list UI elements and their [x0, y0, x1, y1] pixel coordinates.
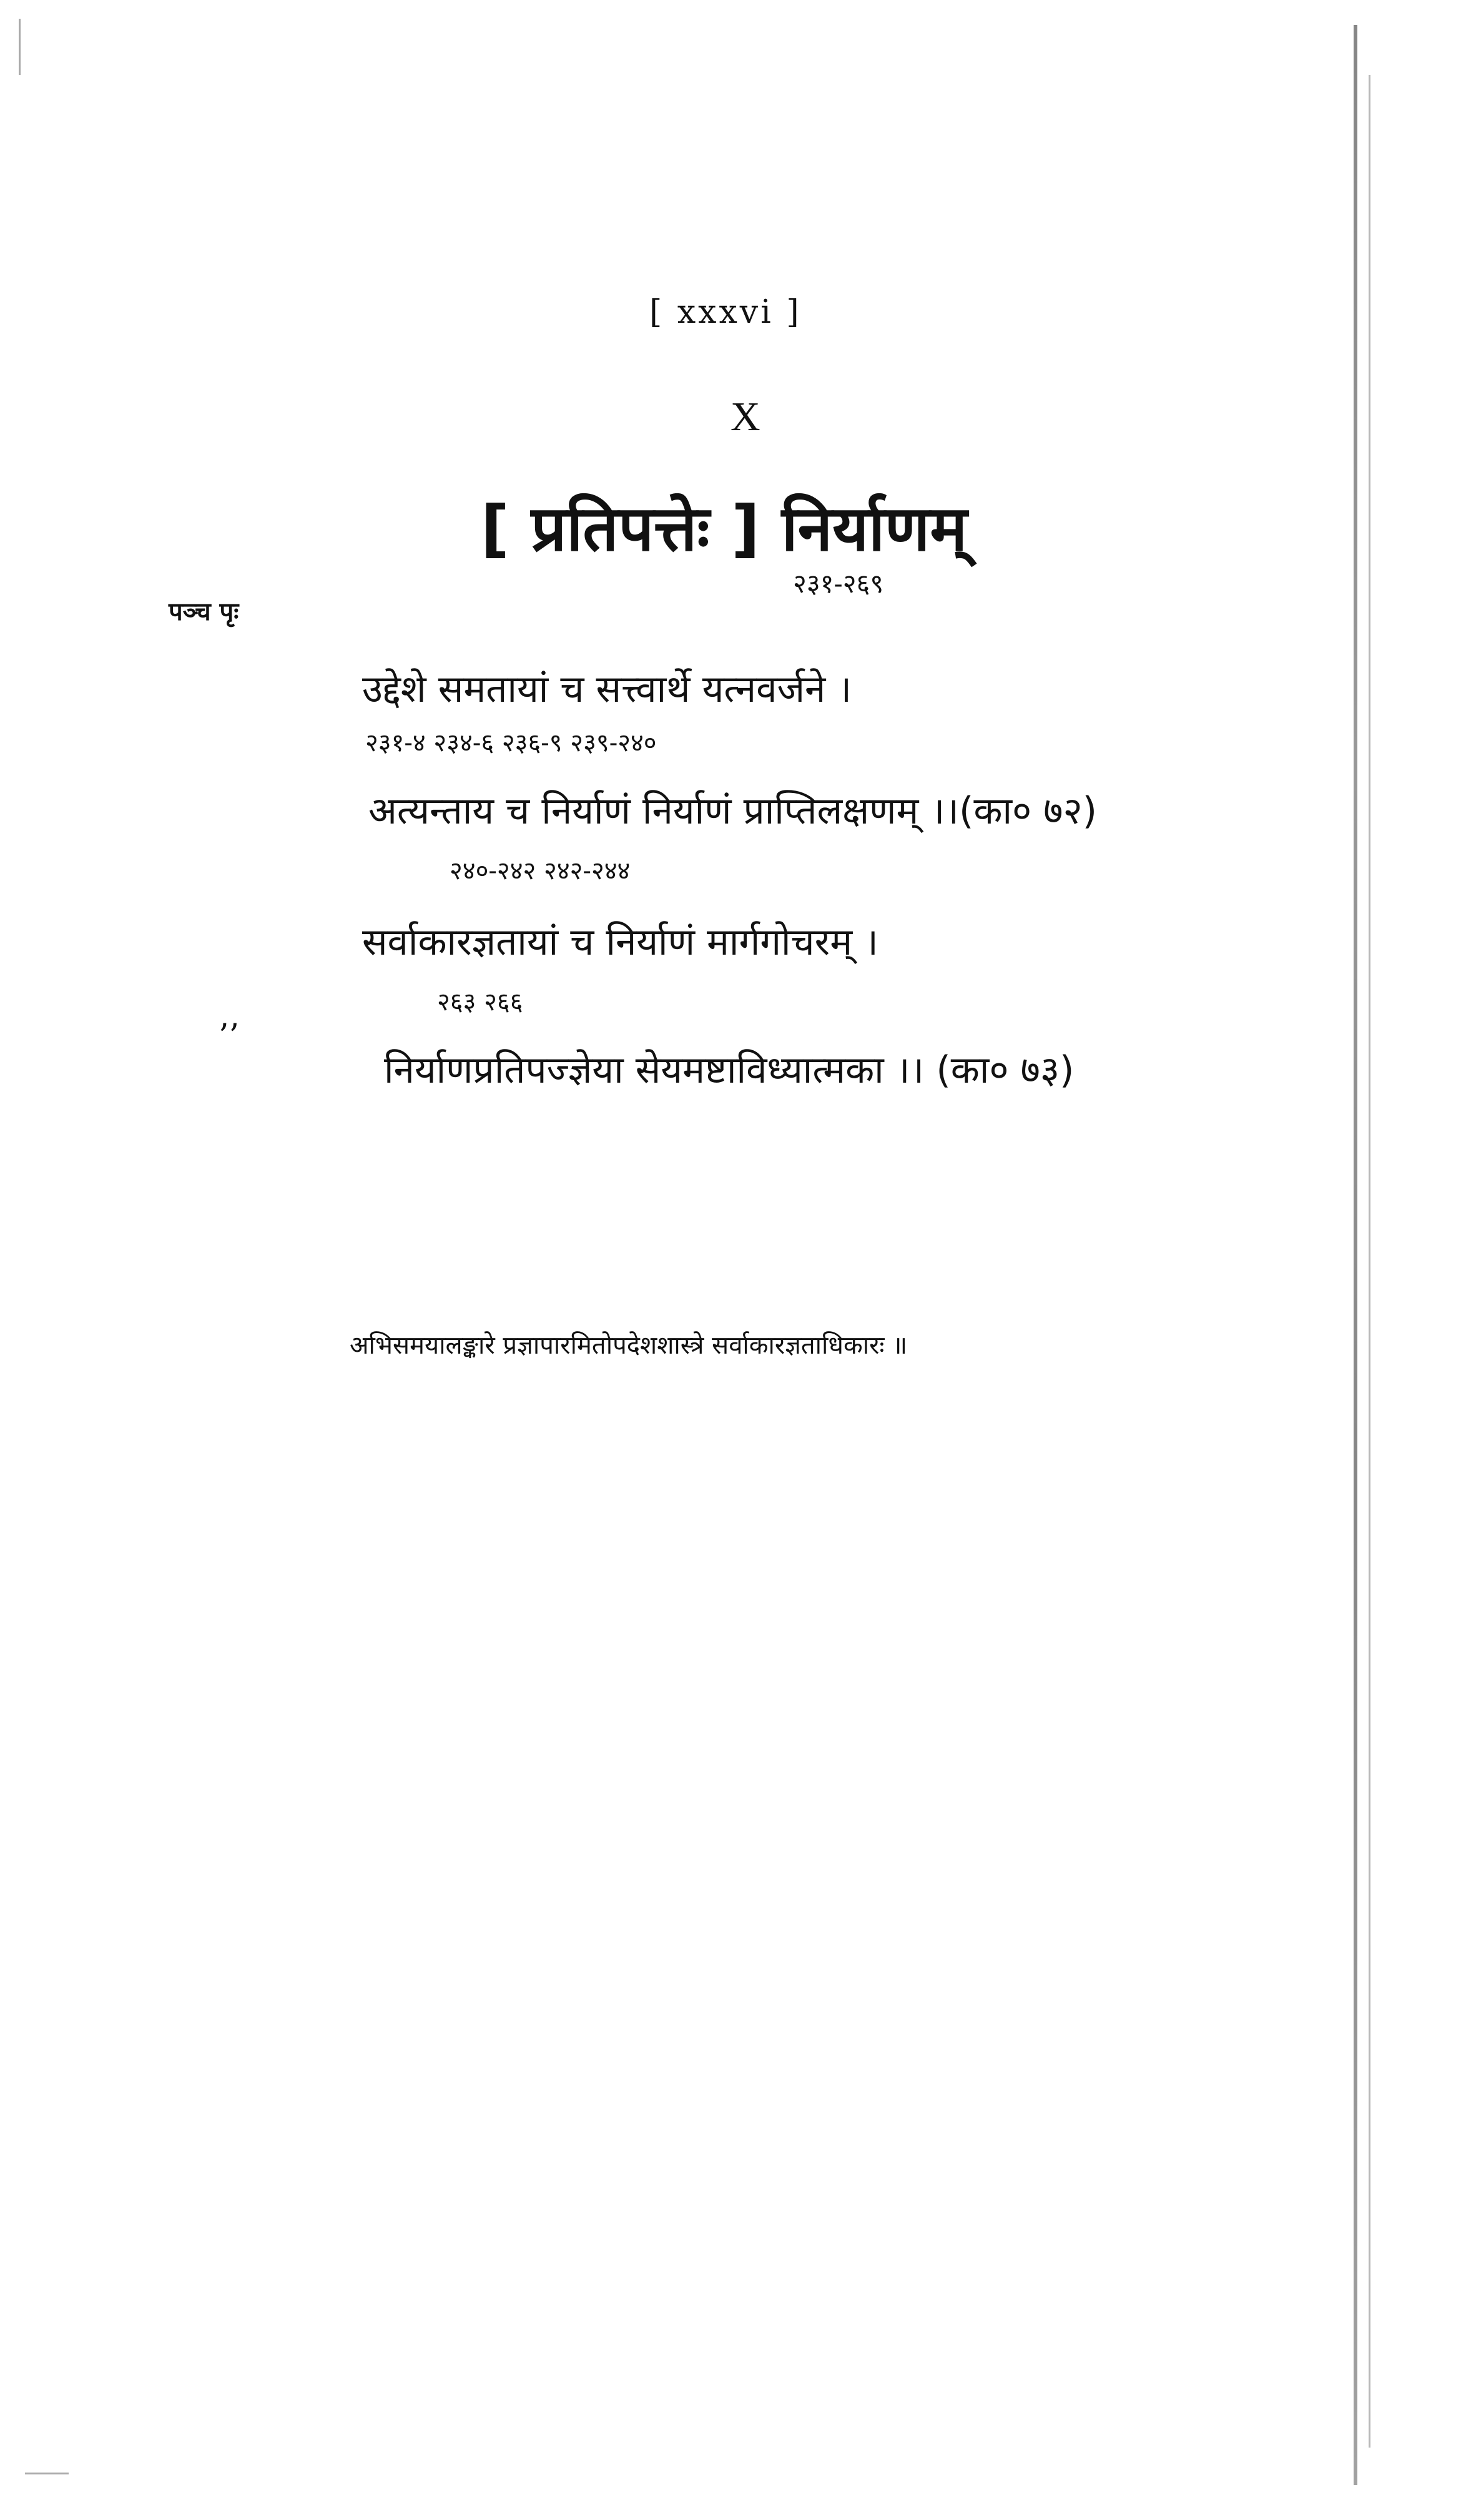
section-title: [ प्रतिपत्तेः ] निर्याणम् — [481, 492, 968, 565]
scan-page-edge — [1354, 25, 1357, 2485]
verse-line: सर्वाकारज्ञतायां च निर्याणं मार्गगोचरम् । — [362, 920, 878, 964]
verse-line: निर्याणप्रतिपज्ज्ञेया सेयमष्टाविध्यात्मका ।। (का० ७३) — [384, 1048, 1075, 1092]
section-number: X — [730, 394, 760, 440]
verse-reference-line: २६३ २६६ — [437, 988, 523, 1016]
scan-bottom-mark — [25, 2473, 69, 2474]
verse-line: उद्देशे समतायां च सत्त्वार्थे यत्नवर्जने । — [362, 667, 852, 711]
page-number: [ xxxvi ] — [649, 293, 802, 331]
verse-line: अत्यन्ताय च निर्याणं निर्याणं प्राप्तिलक्षणम् ।।(का० ७२) — [368, 789, 1098, 833]
section-page-range: २३१-२६९ — [793, 568, 884, 599]
ditto-mark: ’’ — [219, 1018, 240, 1055]
scan-page-edge-secondary — [1369, 75, 1370, 2448]
colophon: अभिसमयालङ्कारे प्रज्ञापारमितोपदेशशास्त्रे सर्वाकारज्ञताधिकारः ॥ — [350, 1331, 908, 1360]
scan-corner-mark — [19, 19, 39, 75]
verse-reference-line: २४०-२४२ २४२-२४४ — [450, 857, 631, 885]
side-label: पञ्च पृः — [169, 598, 239, 626]
verse-reference-line: २३१-४ २३४-६ २३६-९ २३९-२४० — [365, 729, 657, 757]
